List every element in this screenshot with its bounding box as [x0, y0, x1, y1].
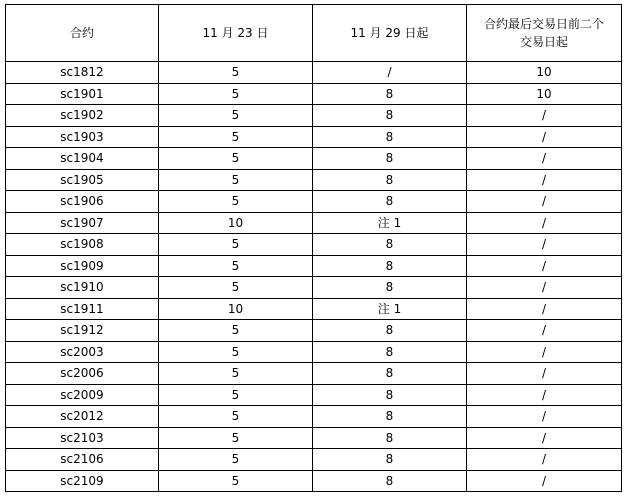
cell-contract: sc2003	[6, 341, 159, 363]
cell-nov-29-onward: 8	[313, 169, 467, 191]
table-row	[6, 212, 622, 234]
cell-contract: sc2012	[6, 406, 159, 428]
table-row	[6, 298, 622, 320]
cell-nov-23: 5	[159, 169, 313, 191]
cell-last-trading-days: /	[467, 341, 622, 363]
cell-nov-29-onward: 注 1	[313, 212, 467, 234]
cell-contract: sc1812	[6, 62, 159, 84]
header-nov-23: 11 月 23 日	[159, 5, 313, 62]
cell-last-trading-days: /	[467, 105, 622, 127]
cell-contract: sc1911	[6, 298, 159, 320]
table-header	[6, 5, 622, 62]
cell-contract: sc1910	[6, 277, 159, 299]
header-contract: 合约	[6, 5, 159, 62]
cell-last-trading-days: /	[467, 363, 622, 385]
cell-contract: sc2109	[6, 470, 159, 492]
cell-contract: sc1904	[6, 148, 159, 170]
cell-nov-23: 5	[159, 470, 313, 492]
cell-nov-29-onward: /	[313, 62, 467, 84]
cell-last-trading-days: /	[467, 427, 622, 449]
cell-nov-29-onward: 8	[313, 470, 467, 492]
table-row	[6, 105, 622, 127]
cell-last-trading-days: 10	[467, 62, 622, 84]
cell-nov-29-onward: 8	[313, 255, 467, 277]
header-nov-29-onward: 11 月 29 日起	[313, 5, 467, 62]
table-row	[6, 341, 622, 363]
table-row	[6, 406, 622, 428]
cell-contract: sc2006	[6, 363, 159, 385]
cell-last-trading-days: /	[467, 470, 622, 492]
cell-nov-29-onward: 8	[313, 449, 467, 471]
cell-nov-23: 5	[159, 148, 313, 170]
cell-nov-29-onward: 8	[313, 320, 467, 342]
table-row	[6, 470, 622, 492]
cell-nov-29-onward: 8	[313, 83, 467, 105]
cell-nov-23: 5	[159, 384, 313, 406]
header-last-trading-days: 合约最后交易日前二个交易日起	[467, 5, 622, 62]
cell-contract: sc2103	[6, 427, 159, 449]
cell-nov-23: 5	[159, 427, 313, 449]
cell-contract: sc2009	[6, 384, 159, 406]
table-row	[6, 277, 622, 299]
cell-last-trading-days: /	[467, 320, 622, 342]
cell-contract: sc1907	[6, 212, 159, 234]
cell-contract: sc2106	[6, 449, 159, 471]
cell-nov-23: 5	[159, 234, 313, 256]
table-row	[6, 234, 622, 256]
table-row	[6, 363, 622, 385]
table-row	[6, 148, 622, 170]
table-row	[6, 320, 622, 342]
table-body	[6, 62, 622, 492]
table-row	[6, 126, 622, 148]
cell-nov-29-onward: 注 1	[313, 298, 467, 320]
cell-nov-29-onward: 8	[313, 427, 467, 449]
cell-nov-23: 5	[159, 363, 313, 385]
cell-contract: sc1909	[6, 255, 159, 277]
table-row	[6, 427, 622, 449]
header-row	[6, 5, 622, 62]
cell-nov-23: 10	[159, 298, 313, 320]
cell-nov-23: 5	[159, 406, 313, 428]
cell-last-trading-days: /	[467, 298, 622, 320]
cell-nov-29-onward: 8	[313, 384, 467, 406]
cell-nov-29-onward: 8	[313, 105, 467, 127]
cell-last-trading-days: /	[467, 191, 622, 213]
cell-nov-29-onward: 8	[313, 191, 467, 213]
cell-contract: sc1903	[6, 126, 159, 148]
cell-last-trading-days: /	[467, 169, 622, 191]
table-row	[6, 169, 622, 191]
cell-contract: sc1912	[6, 320, 159, 342]
cell-contract: sc1906	[6, 191, 159, 213]
cell-contract: sc1908	[6, 234, 159, 256]
cell-nov-23: 5	[159, 255, 313, 277]
contract-table	[5, 4, 622, 492]
cell-last-trading-days: /	[467, 234, 622, 256]
cell-nov-29-onward: 8	[313, 363, 467, 385]
cell-nov-23: 5	[159, 191, 313, 213]
cell-nov-23: 5	[159, 341, 313, 363]
cell-contract: sc1902	[6, 105, 159, 127]
cell-nov-23: 5	[159, 449, 313, 471]
cell-nov-23: 5	[159, 126, 313, 148]
table-row	[6, 384, 622, 406]
cell-nov-23: 10	[159, 212, 313, 234]
cell-last-trading-days: /	[467, 406, 622, 428]
cell-nov-29-onward: 8	[313, 126, 467, 148]
cell-last-trading-days: /	[467, 449, 622, 471]
cell-nov-29-onward: 8	[313, 277, 467, 299]
table-row	[6, 62, 622, 84]
cell-nov-29-onward: 8	[313, 341, 467, 363]
cell-contract: sc1905	[6, 169, 159, 191]
cell-last-trading-days: 10	[467, 83, 622, 105]
table-row	[6, 83, 622, 105]
table-row	[6, 191, 622, 213]
table-row	[6, 255, 622, 277]
table-row	[6, 449, 622, 471]
cell-nov-29-onward: 8	[313, 406, 467, 428]
cell-last-trading-days: /	[467, 212, 622, 234]
cell-last-trading-days: /	[467, 384, 622, 406]
cell-nov-23: 5	[159, 277, 313, 299]
cell-nov-29-onward: 8	[313, 234, 467, 256]
cell-nov-23: 5	[159, 83, 313, 105]
cell-contract: sc1901	[6, 83, 159, 105]
cell-last-trading-days: /	[467, 277, 622, 299]
cell-nov-23: 5	[159, 62, 313, 84]
cell-last-trading-days: /	[467, 255, 622, 277]
cell-nov-23: 5	[159, 105, 313, 127]
cell-nov-23: 5	[159, 320, 313, 342]
cell-last-trading-days: /	[467, 148, 622, 170]
cell-nov-29-onward: 8	[313, 148, 467, 170]
cell-last-trading-days: /	[467, 126, 622, 148]
